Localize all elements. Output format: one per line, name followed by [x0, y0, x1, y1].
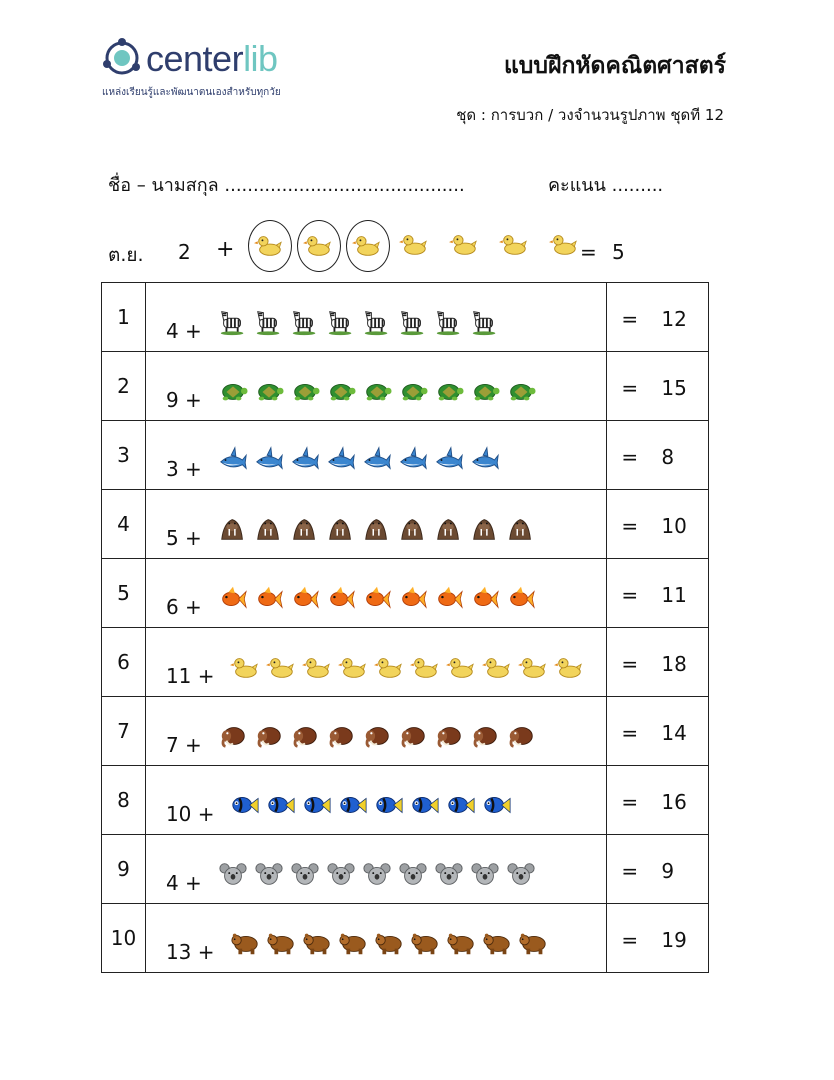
problem-answer-cell — [607, 283, 709, 352]
problem-answer-cell — [607, 421, 709, 490]
bear-icon — [518, 928, 548, 958]
mammoth-icon — [290, 721, 320, 751]
mammoth-icon — [398, 721, 428, 751]
problem-answer-cell — [607, 490, 709, 559]
walrus-icon — [470, 514, 500, 544]
zebra-icon — [362, 307, 392, 337]
duck-icon — [399, 229, 429, 259]
duck-icon — [410, 652, 440, 682]
problem-row — [102, 904, 709, 973]
blue-fish-icon — [410, 790, 440, 820]
problem-answer-cell — [607, 628, 709, 697]
equals-sign: = — [621, 790, 639, 814]
problem-row — [102, 697, 709, 766]
equals-sign: = — [621, 583, 639, 607]
equals-sign: = — [621, 859, 639, 883]
logo-tagline: แหล่งเรียนรู้และพัฒนาตนเองสำหรับทุกวัย — [102, 87, 281, 98]
turtle-icon — [290, 376, 320, 406]
koala-icon — [470, 859, 500, 889]
walrus-icon — [218, 514, 248, 544]
zebra-icon — [434, 307, 464, 337]
turtle-icon — [218, 376, 248, 406]
turtle-icon — [398, 376, 428, 406]
duck-icon — [303, 230, 333, 260]
goldfish-icon — [326, 583, 356, 613]
koala-icon — [398, 859, 428, 889]
problem-number: 1 — [102, 283, 146, 352]
problem-answer: 11 — [661, 583, 687, 607]
equals-sign: = — [621, 307, 639, 331]
blue-fish-icon — [230, 790, 260, 820]
problem-answer-cell — [607, 559, 709, 628]
zebra-icon — [218, 307, 248, 337]
example-equals: = — [580, 240, 597, 264]
duck-icon — [266, 652, 296, 682]
problem-answer: 9 — [661, 859, 675, 883]
problem-work — [145, 352, 606, 421]
problem-number: 8 — [102, 766, 146, 835]
duck-icon — [554, 652, 584, 682]
worksheet-title: แบบฝึกหัดคณิตศาสตร์ — [503, 53, 726, 79]
equals-sign: = — [621, 652, 639, 676]
goldfish-icon — [398, 583, 428, 613]
mammoth-icon — [506, 721, 536, 751]
duck-icon — [338, 652, 368, 682]
duck-icon — [374, 652, 404, 682]
problem-lead: 4 + — [165, 319, 202, 343]
goldfish-icon — [290, 583, 320, 613]
centerlib-logo — [100, 36, 330, 106]
logo-wordmark: centerlib — [146, 38, 278, 79]
turtle-icon — [326, 376, 356, 406]
koala-icon — [434, 859, 464, 889]
turtle-icon — [506, 376, 536, 406]
blue-fish-icon — [266, 790, 296, 820]
bear-icon — [266, 928, 296, 958]
zebra-icon — [470, 307, 500, 337]
goldfish-icon — [506, 583, 536, 613]
problem-answer-cell — [607, 904, 709, 973]
problem-work — [145, 904, 606, 973]
problem-number: 4 — [102, 490, 146, 559]
duck-icon — [549, 229, 579, 259]
problem-work — [145, 766, 606, 835]
walrus-icon — [506, 514, 536, 544]
problem-lead: 6 + — [165, 595, 202, 619]
walrus-icon — [362, 514, 392, 544]
zebra-icon — [290, 307, 320, 337]
shark-icon — [434, 445, 464, 475]
problem-row — [102, 559, 709, 628]
example-row — [108, 220, 748, 280]
mammoth-icon — [434, 721, 464, 751]
turtle-icon — [362, 376, 392, 406]
blue-fish-icon — [374, 790, 404, 820]
zebra-icon — [254, 307, 284, 337]
problem-work — [145, 559, 606, 628]
problem-icons — [218, 376, 542, 406]
problem-lead: 5 + — [165, 526, 202, 550]
problem-row — [102, 283, 709, 352]
equals-sign: = — [621, 445, 639, 469]
walrus-icon — [434, 514, 464, 544]
problem-work — [145, 628, 606, 697]
problem-answer-cell — [607, 352, 709, 421]
problem-icons — [218, 514, 542, 544]
problem-icons — [218, 721, 542, 751]
problem-answer: 8 — [661, 445, 675, 469]
duck-icon — [254, 230, 284, 260]
turtle-icon — [470, 376, 500, 406]
logo-mark-icon — [100, 36, 144, 80]
mammoth-icon — [254, 721, 284, 751]
example-plus: + — [216, 237, 235, 262]
problem-answer-cell — [607, 766, 709, 835]
duck-icon — [499, 229, 529, 259]
problem-lead: 13 + — [165, 940, 215, 964]
example-icons — [248, 220, 595, 272]
duck-icon — [302, 652, 332, 682]
shark-icon — [398, 445, 428, 475]
problem-icons — [218, 445, 506, 475]
name-field[interactable]: ชื่อ – นามสกุล .......................................... — [108, 175, 465, 196]
goldfish-icon — [254, 583, 284, 613]
problem-icons — [230, 652, 590, 682]
walrus-icon — [326, 514, 356, 544]
shark-icon — [218, 445, 248, 475]
koala-icon — [218, 859, 248, 889]
problem-lead: 11 + — [165, 664, 215, 688]
problem-work — [145, 421, 606, 490]
bear-icon — [410, 928, 440, 958]
problem-work — [145, 697, 606, 766]
problem-icons — [218, 583, 542, 613]
problem-icons — [230, 928, 554, 958]
problem-number: 2 — [102, 352, 146, 421]
duck-icon — [446, 652, 476, 682]
bear-icon — [338, 928, 368, 958]
blue-fish-icon — [302, 790, 332, 820]
mammoth-icon — [362, 721, 392, 751]
circled-duck — [297, 220, 341, 272]
duck-icon — [230, 652, 260, 682]
problem-answer: 16 — [661, 790, 687, 814]
problem-lead: 7 + — [165, 733, 202, 757]
problem-row — [102, 628, 709, 697]
problem-row — [102, 490, 709, 559]
koala-icon — [362, 859, 392, 889]
score-field[interactable]: คะแนน ......... — [548, 175, 664, 196]
equals-sign: = — [621, 928, 639, 952]
walrus-icon — [290, 514, 320, 544]
bear-icon — [482, 928, 512, 958]
problem-answer-cell — [607, 697, 709, 766]
circled-duck — [248, 220, 292, 272]
problem-answer: 18 — [661, 652, 687, 676]
problem-lead: 3 + — [165, 457, 202, 481]
shark-icon — [254, 445, 284, 475]
problem-number: 6 — [102, 628, 146, 697]
example-answer: 5 — [612, 240, 625, 264]
problem-answer: 12 — [661, 307, 687, 331]
shark-icon — [362, 445, 392, 475]
mammoth-icon — [326, 721, 356, 751]
problem-answer: 14 — [661, 721, 687, 745]
bear-icon — [230, 928, 260, 958]
equals-sign: = — [621, 514, 639, 538]
problem-work — [145, 283, 606, 352]
equals-sign: = — [621, 721, 639, 745]
koala-icon — [326, 859, 356, 889]
circled-duck — [346, 220, 390, 272]
goldfish-icon — [470, 583, 500, 613]
problem-table — [101, 282, 709, 973]
problem-answer: 10 — [661, 514, 687, 538]
problem-number: 10 — [102, 904, 146, 973]
zebra-icon — [326, 307, 356, 337]
example-start-number: 2 — [178, 240, 191, 264]
problem-icons — [218, 859, 542, 889]
worksheet-subtitle: ชุด : การบวก / วงจำนวนรูปภาพ ชุดที 12 — [456, 106, 724, 124]
problem-number: 7 — [102, 697, 146, 766]
bear-icon — [446, 928, 476, 958]
problem-lead: 4 + — [165, 871, 202, 895]
shark-icon — [290, 445, 320, 475]
turtle-icon — [434, 376, 464, 406]
goldfish-icon — [434, 583, 464, 613]
koala-icon — [290, 859, 320, 889]
koala-icon — [506, 859, 536, 889]
problem-icons — [230, 790, 518, 820]
blue-fish-icon — [446, 790, 476, 820]
shark-icon — [326, 445, 356, 475]
duck-icon — [518, 652, 548, 682]
problem-number: 5 — [102, 559, 146, 628]
problem-row — [102, 766, 709, 835]
equals-sign: = — [621, 376, 639, 400]
problem-lead: 10 + — [165, 802, 215, 826]
problem-answer-cell — [607, 835, 709, 904]
problem-lead: 9 + — [165, 388, 202, 412]
mammoth-icon — [218, 721, 248, 751]
walrus-icon — [398, 514, 428, 544]
mammoth-icon — [470, 721, 500, 751]
zebra-icon — [398, 307, 428, 337]
problem-work — [145, 835, 606, 904]
bear-icon — [302, 928, 332, 958]
koala-icon — [254, 859, 284, 889]
blue-fish-icon — [482, 790, 512, 820]
problem-work — [145, 490, 606, 559]
goldfish-icon — [362, 583, 392, 613]
bear-icon — [374, 928, 404, 958]
problem-number: 9 — [102, 835, 146, 904]
blue-fish-icon — [338, 790, 368, 820]
duck-icon — [482, 652, 512, 682]
duck-icon — [449, 229, 479, 259]
walrus-icon — [254, 514, 284, 544]
problem-row — [102, 352, 709, 421]
problem-row — [102, 835, 709, 904]
problem-answer: 15 — [661, 376, 687, 400]
turtle-icon — [254, 376, 284, 406]
goldfish-icon — [218, 583, 248, 613]
problem-row — [102, 421, 709, 490]
duck-icon — [352, 230, 382, 260]
problem-number: 3 — [102, 421, 146, 490]
shark-icon — [470, 445, 500, 475]
problem-icons — [218, 307, 506, 337]
problem-answer: 19 — [661, 928, 687, 952]
example-label: ต.ย. — [108, 244, 144, 266]
